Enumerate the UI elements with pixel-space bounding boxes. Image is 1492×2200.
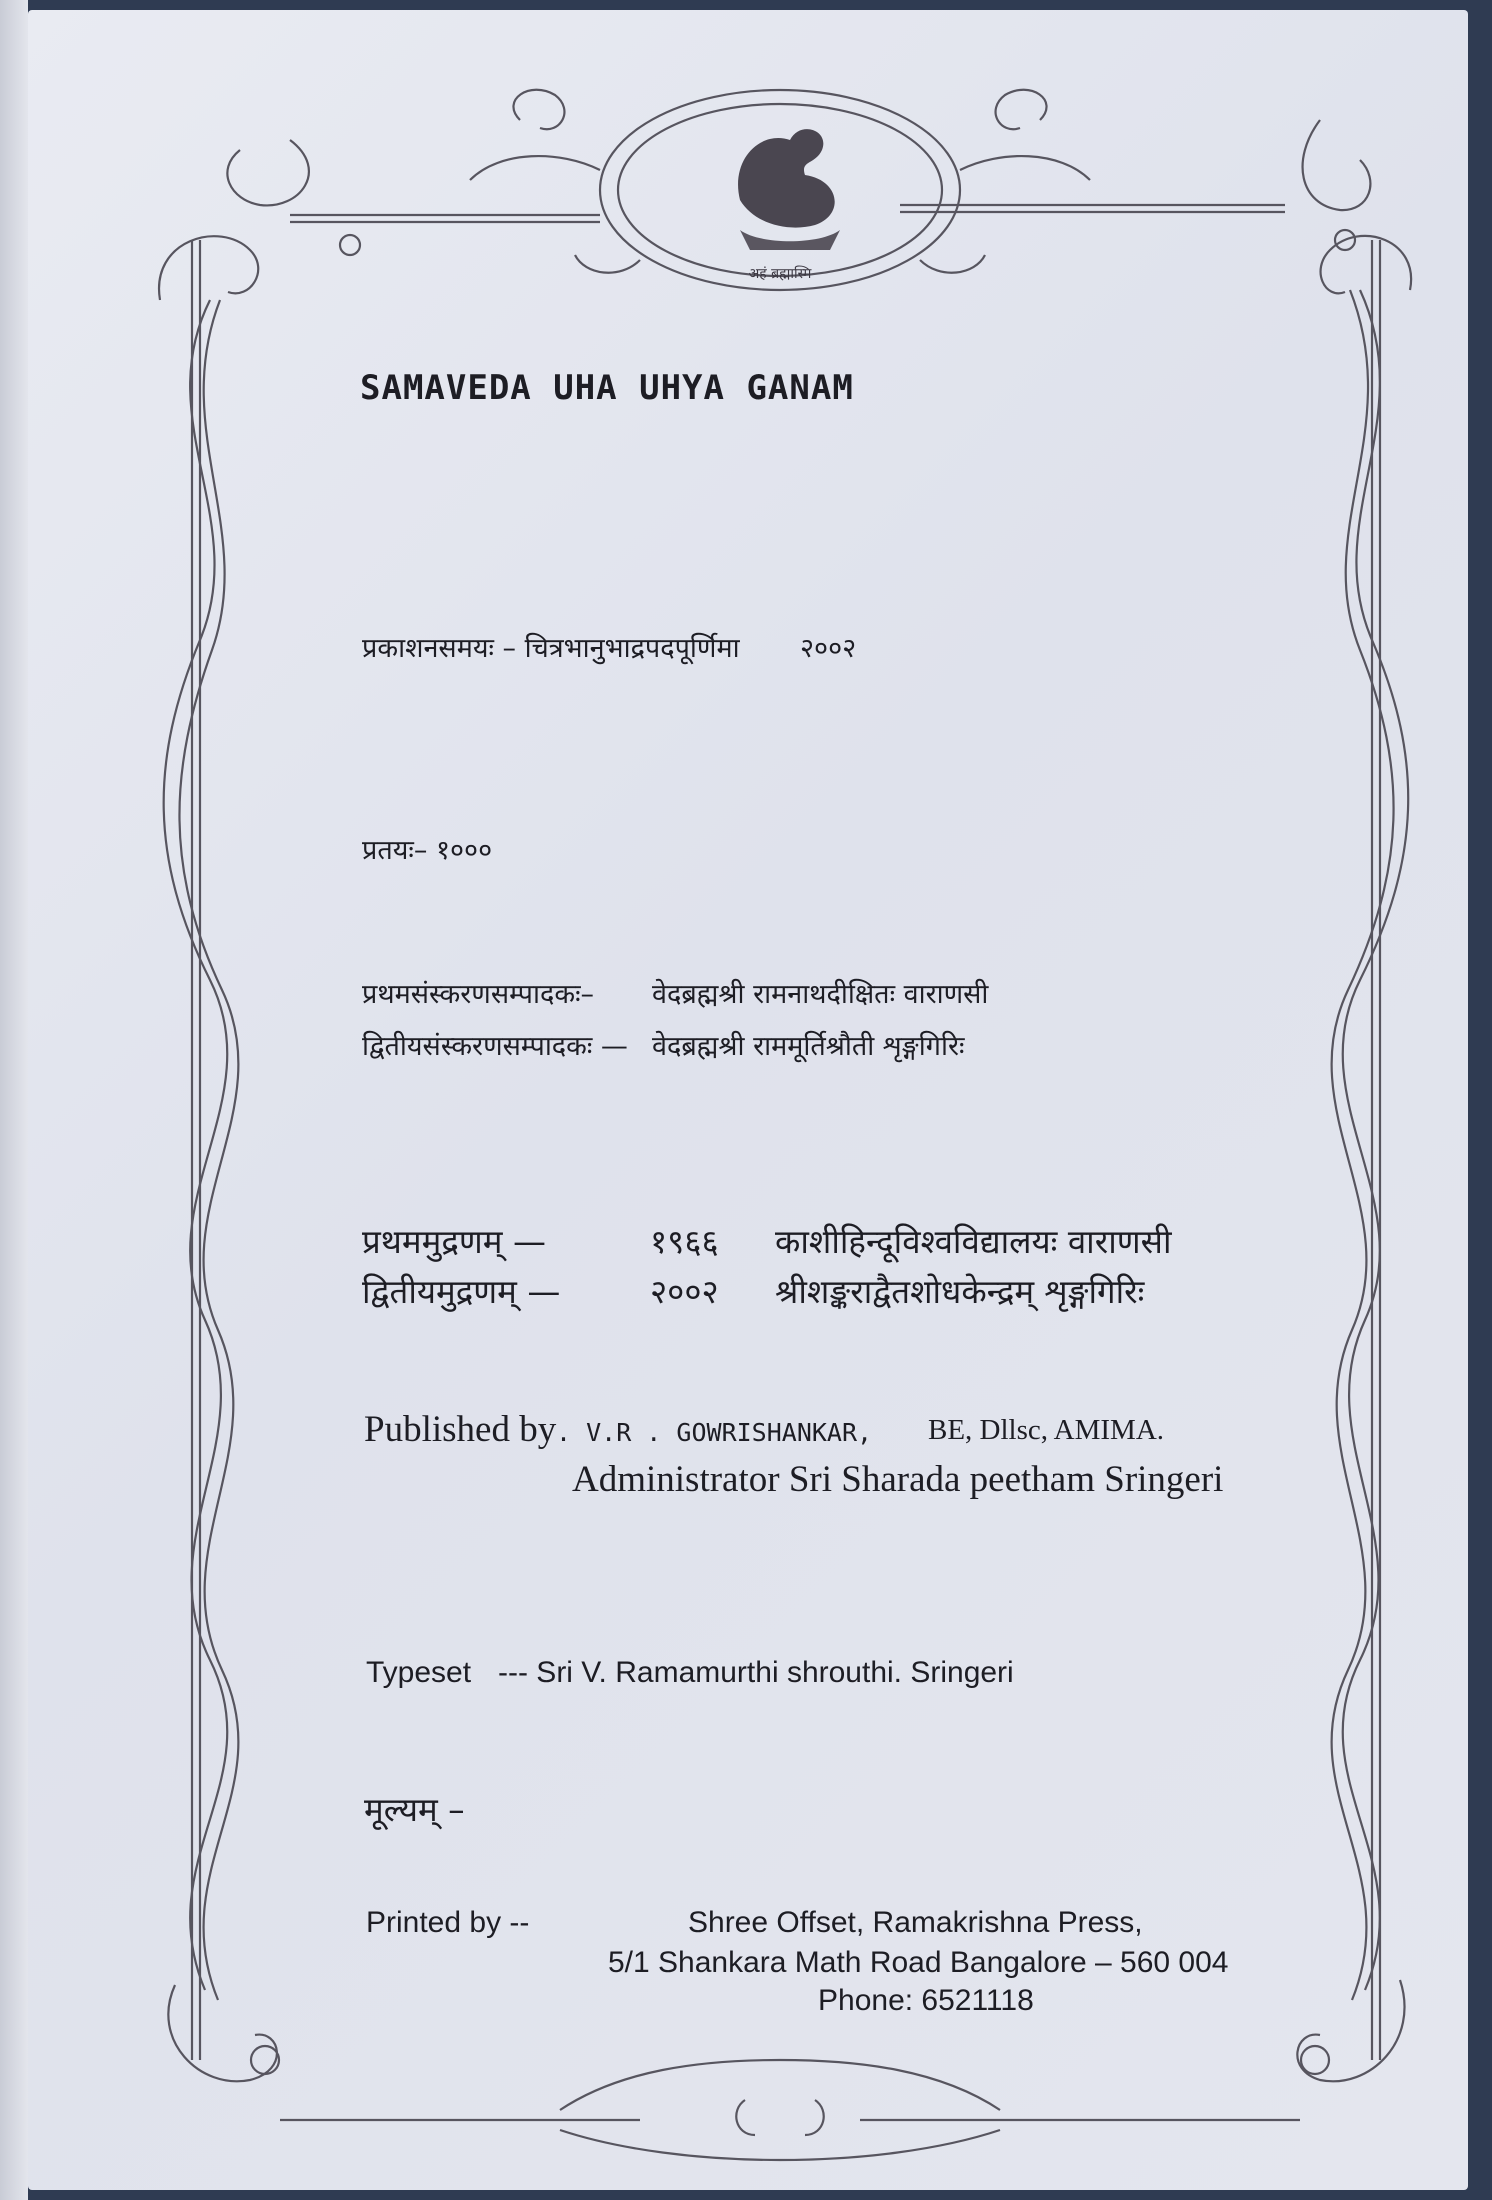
printer-phone: Phone: 6521118 (818, 1984, 1034, 2017)
first-printing-place: काशीहिन्दूविश्वविद्यालयः वाराणसी (775, 1222, 1172, 1261)
publisher-degrees: BE, Dllsc, AMIMA. (928, 1414, 1165, 1446)
swan-on-lotus-emblem (738, 129, 840, 282)
second-editor-label: द्वितीयसंस्करणसम्पादकः — (362, 1031, 628, 1062)
second-printing-label: द्वितीयमुद्रणम् — (362, 1272, 561, 1311)
printer-name: Shree Offset, Ramakrishna Press, (688, 1906, 1143, 1939)
printed-by-label: Printed by -- (366, 1906, 530, 1939)
first-printing-label: प्रथममुद्रणम् — (362, 1222, 546, 1261)
publication-year: २००२ (800, 633, 857, 664)
publisher-name: . V.R . GOWRISHANKAR, (556, 1418, 873, 1447)
svg-text:अहं ब्रह्मास्मि: अहं ब्रह्मास्मि (748, 266, 812, 282)
publisher-role: Administrator Sri Sharada peetham Sringeri (572, 1459, 1224, 1500)
first-editor-value: वेदब्रह्मश्री रामनाथदीक्षितः वाराणसी (652, 979, 989, 1010)
first-printing-year: १९६६ (650, 1222, 719, 1261)
copies-label: प्रतयः– १००० (362, 835, 493, 866)
second-editor-value: वेदब्रह्मश्री राममूर्तिश्रौती शृङ्गगिरिः (652, 1031, 965, 1062)
published-by-label: Published by (364, 1409, 557, 1450)
printer-address: 5/1 Shankara Math Road Bangalore – 560 004 (608, 1946, 1229, 1979)
typeset-label: Typeset (366, 1656, 472, 1689)
first-editor-label: प्रथमसंस्करणसम्पादकः– (362, 979, 595, 1010)
typeset-value: --- Sri V. Ramamurthi shrouthi. Sringeri (498, 1656, 1014, 1689)
price-label: मूल्यम् – (364, 1790, 465, 1829)
second-printing-year: २००२ (650, 1272, 719, 1311)
second-printing-place: श्रीशङ्कराद्वैतशोधकेन्द्रम् शृङ्गगिरिः (775, 1272, 1145, 1311)
document-title: SAMAVEDA UHA UHYA GANAM (360, 368, 854, 408)
publication-time-label: प्रकाशनसमयः – चित्रभानुभाद्रपदपूर्णिमा (362, 633, 740, 664)
